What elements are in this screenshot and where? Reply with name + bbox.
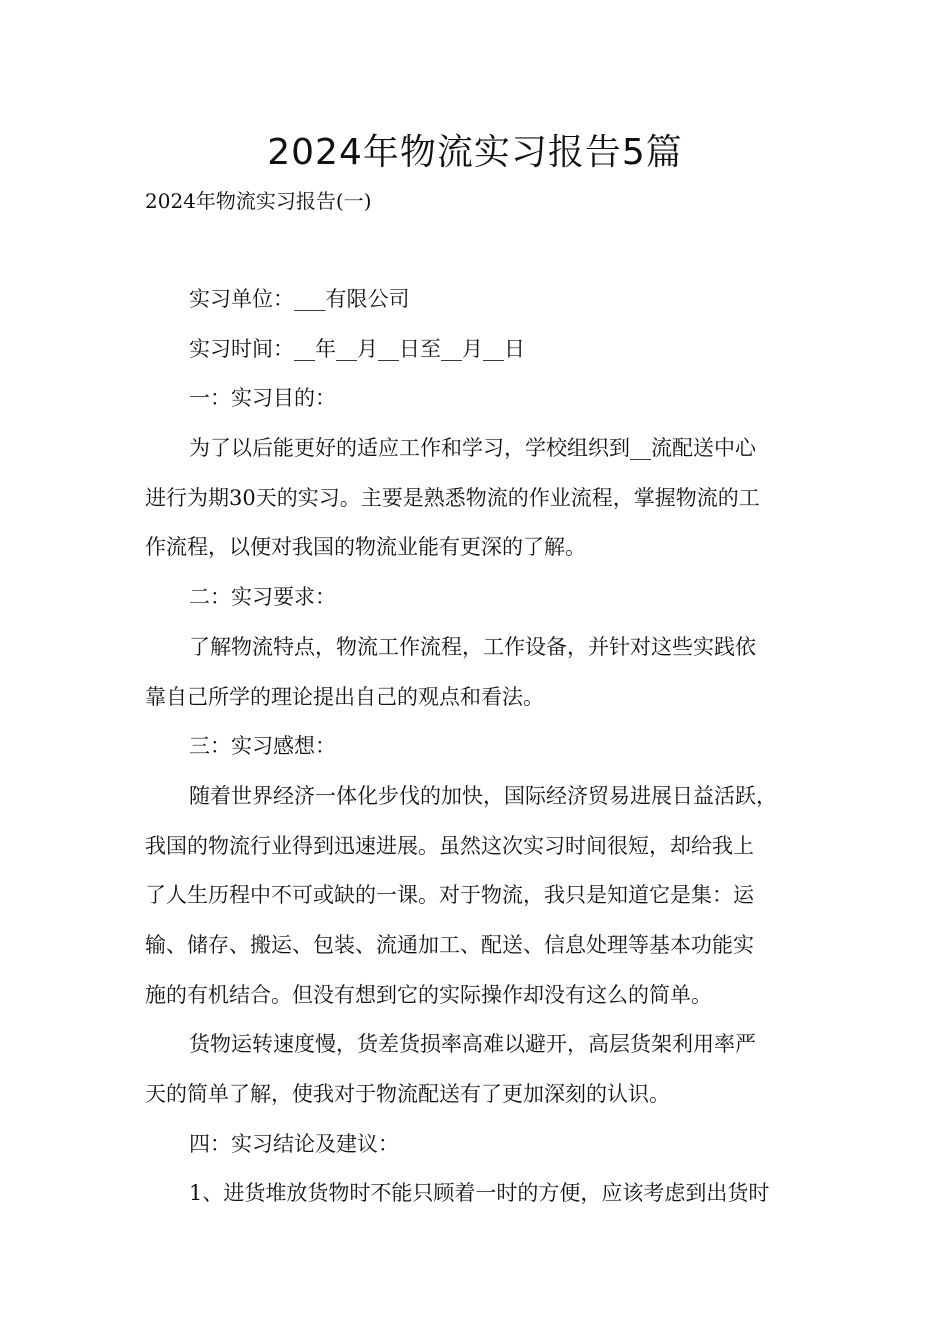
document-body xyxy=(145,283,805,1227)
paragraph-line: 为了以后能更好的适应工作和学习，学校组织到__流配送中心 xyxy=(189,436,756,461)
heading-thoughts: 三：实习感想： xyxy=(189,734,336,759)
section-subtitle: 2024年物流实习报告(一) xyxy=(145,189,372,213)
paragraph-line: 1、进货堆放货物时不能只顾着一时的方便，应该考虑到出货时 xyxy=(189,1181,770,1206)
paragraph-line: 进行为期30天的实习。主要是熟悉物流的作业流程，掌握物流的工 xyxy=(145,485,760,510)
paragraph-line: 了解物流特点，物流工作流程，工作设备，并针对这些实践依 xyxy=(189,634,756,659)
heading-conclusions: 四：实习结论及建议： xyxy=(189,1131,399,1156)
heading-requirements: 二：实习要求： xyxy=(189,585,336,610)
paragraph-line: 输、储存、搬运、包装、流通加工、配送、信息处理等基本功能实 xyxy=(145,932,754,957)
paragraph-line: 了人生历程中不可或缺的一课。对于物流，我只是知道它是集：运 xyxy=(145,883,754,908)
field-internship-unit: 实习单位：___有限公司 xyxy=(189,287,410,311)
paragraph-line: 施的有机结合。但没有想到它的实际操作却没有这么的简单。 xyxy=(145,982,712,1007)
paragraph-line: 靠自己所学的理论提出自己的观点和看法。 xyxy=(145,684,544,709)
heading-purpose: 一：实习目的： xyxy=(189,386,336,411)
field-internship-time: 实习时间：__年__月__日至__月__日 xyxy=(189,336,525,361)
paragraph-line: 我国的物流行业得到迅速进展。虽然这次实习时间很短，却给我上 xyxy=(145,833,754,858)
paragraph-line: 天的简单了解，使我对于物流配送有了更加深刻的认识。 xyxy=(145,1082,670,1106)
paragraph-line: 作流程，以便对我国的物流业能有更深的了解。 xyxy=(145,535,586,560)
paragraph-line: 随着世界经济一体化步伐的加快，国际经济贸易进展日益活跃， xyxy=(189,783,777,808)
paragraph-line: 货物运转速度慢，货差货损率高难以避开，高层货架利用率严 xyxy=(189,1032,756,1057)
document-title: 2024年物流实习报告5篇 xyxy=(267,132,683,173)
